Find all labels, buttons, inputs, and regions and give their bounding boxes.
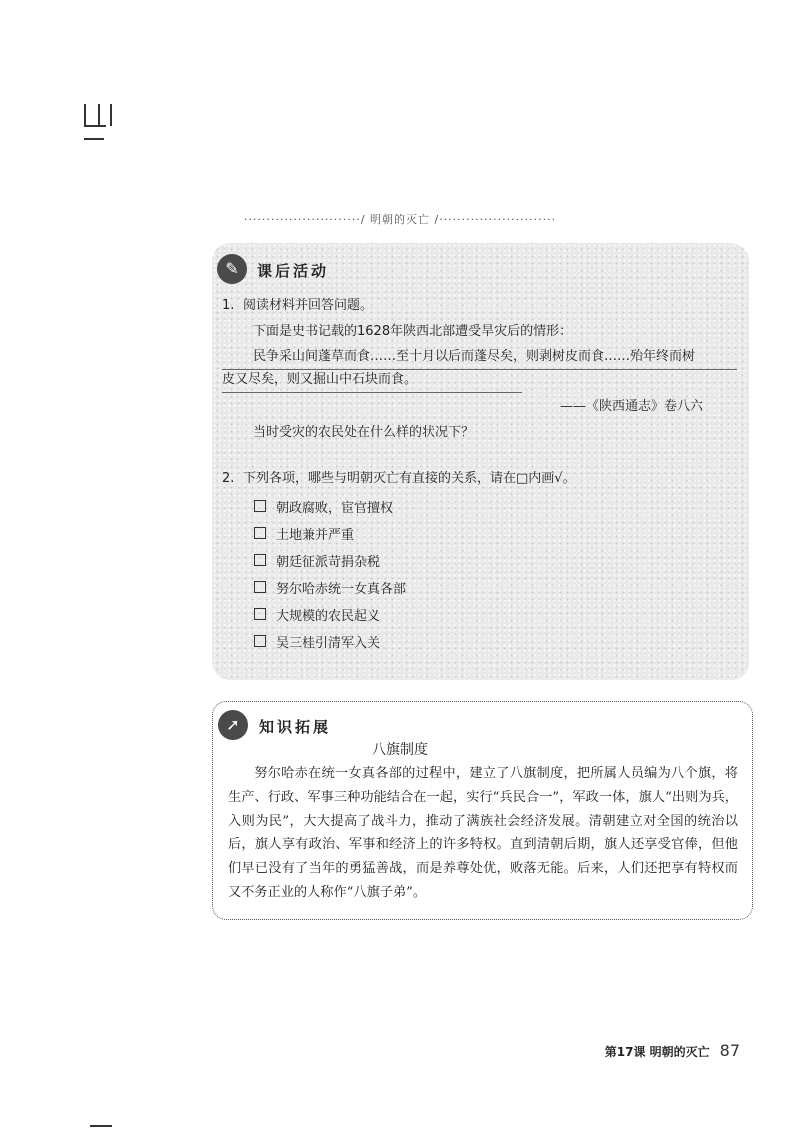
checkbox[interactable] bbox=[254, 635, 266, 647]
q2-number: 2. bbox=[222, 471, 235, 486]
option-label: 大规模的农民起义 bbox=[276, 608, 381, 624]
running-header: ··························/ 明朝的灭亡 /·························· bbox=[243, 213, 557, 226]
q1-question: 当时受灾的农民处在什么样的状况下？ bbox=[253, 425, 475, 440]
option-label: 朝廷征派苛捐杂税 bbox=[276, 554, 381, 570]
article-title: 八旗制度 bbox=[372, 742, 428, 758]
q2-prompt: 下列各项，哪些与明朝灭亡有直接的关系，请在□内画√。 bbox=[243, 471, 576, 486]
q1-prompt: 阅读材料并回答问题。 bbox=[243, 298, 374, 313]
option-label: 土地兼并严重 bbox=[276, 527, 355, 543]
checkbox[interactable] bbox=[254, 608, 266, 620]
checkbox[interactable] bbox=[254, 554, 266, 566]
checkbox[interactable] bbox=[254, 500, 266, 512]
footer-lesson: 第17课 明朝的灭亡 bbox=[604, 1045, 710, 1059]
crop-mark bbox=[84, 104, 86, 126]
checkbox[interactable] bbox=[254, 527, 266, 539]
option-label: 朝政腐败，宦官擅权 bbox=[276, 500, 394, 516]
pencil-icon: ✎ bbox=[217, 254, 247, 284]
q1-number: 1. bbox=[222, 298, 235, 313]
option-3 bbox=[254, 551, 380, 569]
option-label: 努尔哈赤统一女真各部 bbox=[276, 581, 407, 597]
article-paragraph bbox=[228, 762, 738, 905]
quote-line-2: 皮又尽矣，则又掘山中石块而食。 bbox=[222, 372, 418, 387]
crop-mark bbox=[84, 125, 106, 127]
article-text: 努尔哈赤在统一女真各部的过程中，建立了八旗制度，把所属人员编为八个旗，将生产、行政、军事三种功能结合在一起，实行“兵民合一”，军政一体，旗人“出则为兵，入则为民”，大大提高了战斗力，推动了满族社会经济发展。清朝建立对全国的统治以后，旗人享有政治、军事和经济上的许多特权。直到清朝后期，旗人还享受官俸，但他们早已没有了当年的勇猛善战，而是养尊处优，败落无能。后来，人们还把享有特权而又不务正业的人称作“八旗子弟”。 bbox=[228, 766, 738, 900]
quote-source: ——《陕西通志》卷八六 bbox=[560, 399, 704, 414]
crop-mark bbox=[98, 104, 100, 126]
page-footer bbox=[605, 1041, 740, 1060]
option-4 bbox=[254, 578, 406, 596]
option-6 bbox=[254, 632, 380, 650]
quote-underline bbox=[222, 392, 522, 393]
activity-title: 课后活动 bbox=[257, 262, 330, 280]
quote-line-1: 民争采山间蓬草而食……至十月以后而蓬尽矣，则剥树皮而食……殆年终而树 bbox=[253, 349, 696, 364]
crop-mark bbox=[84, 138, 104, 140]
checkbox[interactable] bbox=[254, 581, 266, 593]
page-number: 87 bbox=[719, 1041, 740, 1060]
arrow-circle-icon: ➚ bbox=[218, 710, 248, 740]
option-2 bbox=[254, 524, 354, 542]
extension-title: 知识拓展 bbox=[259, 718, 332, 736]
q1-intro: 下面是史书记载的1628年陕西北部遭受旱灾后的情形： bbox=[253, 324, 573, 339]
option-5 bbox=[254, 605, 380, 623]
crop-mark bbox=[90, 1125, 112, 1127]
option-label: 吴三桂引清军入关 bbox=[276, 635, 381, 651]
crop-mark bbox=[110, 104, 112, 126]
option-1 bbox=[254, 497, 393, 515]
